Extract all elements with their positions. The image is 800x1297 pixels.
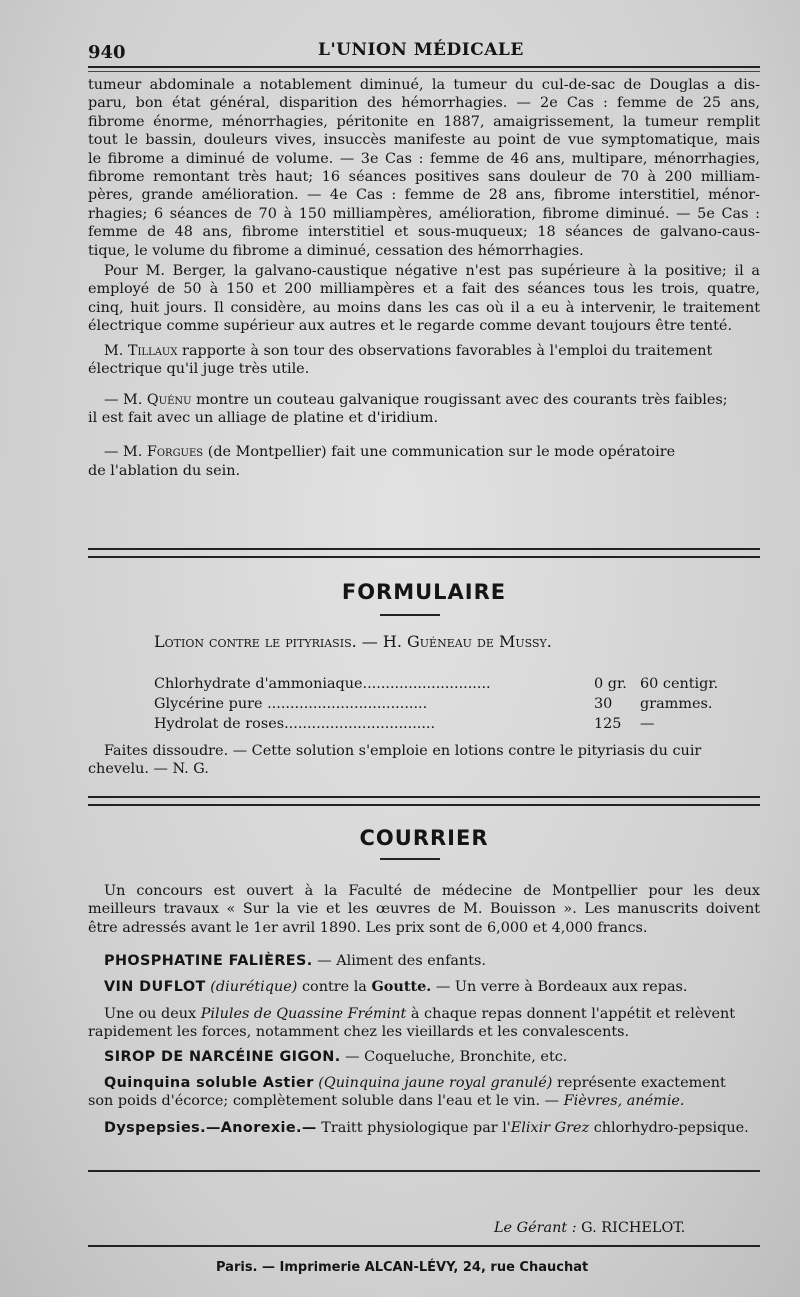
- ingredient-quantity: 125: [594, 716, 622, 732]
- formulaire-title: FORMULAIRE: [341, 580, 507, 604]
- text-run: (diurétique): [205, 979, 298, 996]
- text-run: — Coqueluche, Bronchite, etc.: [340, 1048, 568, 1065]
- advert-brand: Quinquina soluble Astier: [104, 1075, 314, 1092]
- advert-pilules: [88, 1005, 760, 1042]
- ingredient-name: Hydrolat de roses.................................: [154, 716, 436, 732]
- ingredient-name: Glycérine pure ...................................: [154, 696, 428, 712]
- advert-quinquina: [88, 1074, 760, 1111]
- text-line: électrique comme supérieur aux autres et le regarde comme devant toujours être tenté.: [88, 318, 733, 335]
- advert-list: [88, 952, 760, 1137]
- ingredient-quantity: 0 gr.: [594, 676, 627, 692]
- quenu-paragraph: [88, 391, 760, 428]
- text-run: Traitt physiologique par l': [316, 1119, 511, 1136]
- ingredient-name: Chlorhydrate d'ammoniaque............................: [154, 676, 491, 692]
- text-run: à chaque repas donnent l'appétit et relèvent: [406, 1005, 736, 1022]
- advert-brand: Dyspepsies.—Anorexie.—: [104, 1119, 317, 1136]
- courrier-title: COURRIER: [359, 826, 489, 850]
- text-line: tout le bassin, douleurs vives, insuccès manifeste au point de vue symptomatique, mais: [88, 132, 760, 149]
- gerant-label: Le Gérant :: [494, 1220, 582, 1236]
- author-name: Quénu: [146, 391, 192, 408]
- text-run: (Quinquina jaune royal granulé): [313, 1075, 553, 1092]
- text-run: représente exactement: [552, 1075, 726, 1092]
- advert-brand: VIN DUFLOT: [104, 979, 206, 996]
- journal-title: L'UNION MÉDICALE: [318, 40, 524, 60]
- gerant-name: G. RICHELOT.: [581, 1220, 686, 1236]
- advert-dyspepsies: [88, 1119, 760, 1137]
- text-run: — Un verre à Bordeaux aux repas.: [431, 979, 688, 996]
- text-run: montre un couteau galvanique rougissant avec des courants très faibles;: [191, 391, 728, 408]
- text-run: rapporte à son tour des observations favorables à l'emploi du traitement: [177, 342, 713, 359]
- text-run: contre la: [297, 979, 372, 996]
- text-run: — M.: [104, 391, 147, 408]
- text-run: chevelu. — N. G.: [88, 761, 209, 778]
- section-divider: [88, 548, 760, 558]
- forgues-paragraph: [88, 443, 760, 480]
- text-line: rhagies; 6 séances de 70 à 150 milliampères, amélioration, fibrome diminué. — 5e Cas :: [88, 205, 760, 222]
- advert-phosphatine: [88, 952, 760, 970]
- text-line: le fibrome a diminué de volume. — 3e Cas : femme de 46 ans, multipare, ménorrhagies,: [88, 150, 760, 167]
- lotion-heading: [154, 632, 552, 651]
- text-line: Un concours est ouvert à la Faculté de médecine de Montpellier pour les deux: [104, 883, 760, 899]
- text-run: chlorhydro-pepsique.: [589, 1119, 749, 1136]
- text-run: Goutte.: [371, 978, 432, 996]
- text-run: rapidement les forces, notamment chez les vieillards et les convalescents.: [88, 1024, 630, 1041]
- advert-brand: PHOSPHATINE FALIÈRES.: [104, 953, 313, 969]
- berger-paragraph: [88, 262, 760, 336]
- text-run: Pilules de Quassine Frémint: [200, 1005, 407, 1022]
- title-underline: [380, 858, 440, 860]
- advert-brand: SIROP DE NARCÉINE GIGON.: [104, 1048, 341, 1065]
- ads-bottom-rule: [88, 1170, 760, 1172]
- text-line: tumeur abdominale a notablement diminué, la tumeur du cul-de-sac de Douglas a dis-: [88, 77, 760, 93]
- text-line: tique, le volume du fibrome a diminué, cessation des hémorrhagies.: [88, 242, 584, 259]
- text-run: Fièvres, anémie.: [563, 1093, 685, 1110]
- text-line: fibrome énorme, ménorrhagies, péritonite en 1887, amaigrissement, la tumeur remplit: [88, 113, 760, 130]
- ingredient-unit: grammes.: [640, 696, 713, 712]
- formulaire-note: [88, 742, 760, 779]
- text-line: meilleurs travaux « Sur la vie et les œuvres de M. Bouisson ». Les manuscrits doivent: [88, 901, 760, 918]
- text-line: fibrome remontant très haut; 16 séances positives sans douleur de 70 à 200 milliam-: [88, 169, 760, 186]
- text-run: Elixir Grez: [510, 1119, 590, 1136]
- text-run: — M.: [104, 444, 147, 461]
- title-underline: [380, 614, 440, 616]
- text-run: Faites dissoudre. — Cette solution s'emploie en lotions contre le pityriasis du cuir: [104, 743, 702, 759]
- header-rule-thin: [88, 71, 760, 72]
- text-line: Pour M. Berger, la galvano-caustique négative n'est pas supérieure à la positive; il a: [104, 263, 760, 280]
- text-run: son poids d'écorce; complètement soluble dans l'eau et le vin. —: [88, 1093, 564, 1110]
- author-name: Forgues: [146, 444, 204, 461]
- text-line: cinq, huit jours. Il considère, au moins dans les cas où il a eu à intervenir, le traitement: [88, 299, 760, 316]
- header-rule: [88, 66, 760, 68]
- ingredient-unit: 60 centigr.: [640, 676, 719, 692]
- article-body: [88, 76, 760, 480]
- ingredient-quantity: 30: [594, 696, 613, 712]
- page-header: [88, 28, 760, 68]
- printer-footer: Paris. — Imprimerie ALCAN-LÉVY, 24, rue Chauchat: [216, 1260, 589, 1275]
- gerant-signature: [494, 1220, 685, 1236]
- text-line: pères, grande amélioration. — 4e Cas : femme de 28 ans, fibrome interstitiel, ménor-: [88, 187, 760, 204]
- text-line: femme de 48 ans, fibrome interstitiel et sous-muqueux; 18 séances de galvano-caus-: [88, 224, 760, 241]
- article-paragraph: [88, 76, 760, 260]
- ingredient-unit: —: [640, 716, 655, 732]
- page-number: 940: [88, 42, 126, 63]
- text-run: il est fait avec un alliage de platine et d'iridium.: [88, 409, 439, 426]
- section-divider: [88, 796, 760, 806]
- author-name: M. Tillaux: [104, 342, 178, 359]
- courrier-paragraph: [88, 882, 760, 937]
- text-line: être adressés avant le 1er avril 1890. Les prix sont de 6,000 et 4,000 francs.: [88, 919, 648, 936]
- footer-rule: [88, 1245, 760, 1247]
- text-run: électrique qu'il juge très utile.: [88, 361, 310, 378]
- advert-duflot: [88, 978, 760, 996]
- text-line: employé de 50 à 150 et 200 milliampères et a fait des séances tous les trois, quatre,: [88, 281, 760, 298]
- advert-sirop: [88, 1048, 760, 1066]
- lotion-text: Lotion contre le pityriasis. — H. Guéneau de Mussy.: [154, 632, 552, 651]
- text-run: Une ou deux: [104, 1005, 201, 1022]
- tillaux-paragraph: [88, 342, 760, 379]
- text-run: (de Montpellier) fait une communication sur le mode opératoire: [203, 444, 676, 461]
- text-line: paru, bon état général, disparition des hémorrhagies. — 2e Cas : femme de 25 ans,: [88, 95, 760, 112]
- text-run: — Aliment des enfants.: [312, 953, 486, 969]
- text-run: de l'ablation du sein.: [88, 462, 241, 479]
